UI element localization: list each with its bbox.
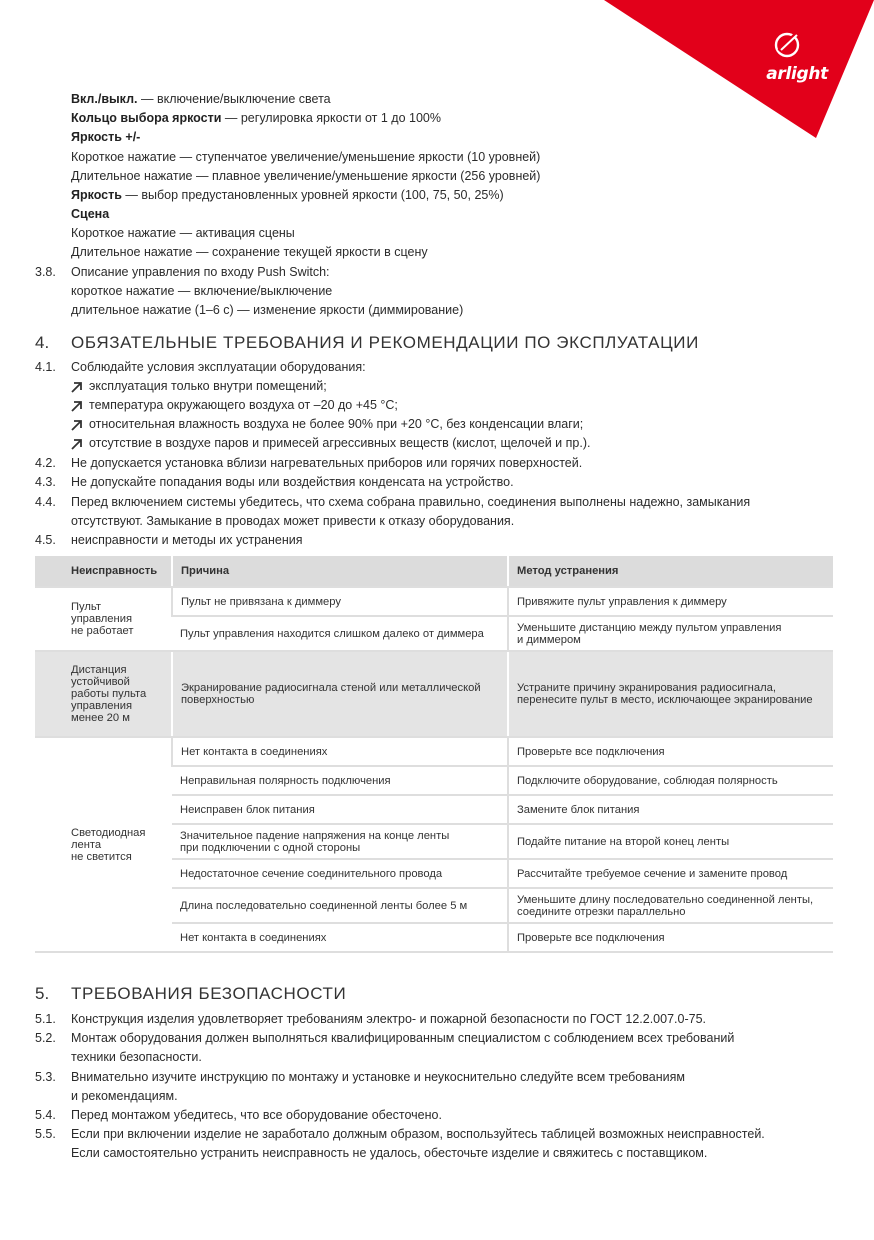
item-text: длительное нажатие (1–6 с) — изменение яркости (диммирование) (71, 303, 464, 317)
bullet-text: температура окружающего воздуха от –20 до +45 °C; (89, 398, 398, 412)
desc-line: Кольцо выбора яркости — регулировка яркости от 1 до 100% (71, 111, 441, 125)
item-text: Конструкция изделия удовлетворяет требованиям электро- и пожарной безопасности по ГОСТ 12.2.007.0-75. (71, 1012, 706, 1026)
item-text: Не допускайте попадания воды или воздействия конденсата на устройство. (71, 475, 514, 489)
fault-cell: Дистанция устойчивой работы пульта управления менее 20 м (35, 651, 172, 737)
arrow-bullet-icon (71, 400, 83, 412)
fix-cell: Привяжите пульт управления к диммеру (508, 587, 833, 616)
desc-line: Длительное нажатие — плавное увеличение/уменьшение яркости (256 уровней) (71, 169, 541, 183)
logo-corner-triangle (604, 0, 874, 140)
item-number: 5.3. (35, 1070, 56, 1084)
item-number: 4.4. (35, 495, 56, 509)
desc-line: Сцена (71, 207, 110, 221)
fix-cell: Уменьшите длину последовательно соединенной ленты, соедините отрезки параллельно (508, 888, 833, 923)
item-text: Описание управления по входу Push Switch: (71, 265, 330, 279)
section-title: ТРЕБОВАНИЯ БЕЗОПАСНОСТИ (71, 984, 347, 1003)
item-text: Монтаж оборудования должен выполняться квалифицированным специалистом с соблюдением всех требований (71, 1031, 735, 1045)
section-title: ОБЯЗАТЕЛЬНЫЕ ТРЕБОВАНИЯ И РЕКОМЕНДАЦИИ ПО ЭКСПЛУАТАЦИИ (71, 333, 699, 352)
item-text: Если самостоятельно устранить неисправность не удалось, обесточьте изделие и свяжитесь с поставщиком. (71, 1146, 708, 1160)
cause-cell: Значительное падение напряжения на конце ленты при подключении с одной стороны (172, 824, 508, 859)
fix-cell: Подайте питание на второй конец ленты (508, 824, 833, 859)
fault-cell: Светодиодная лента не светится (35, 737, 172, 952)
arrow-bullet-icon (71, 419, 83, 431)
fix-cell: Проверьте все подключения (508, 737, 833, 766)
item-text: техники безопасности. (71, 1050, 202, 1064)
item-text: Перед включением системы убедитесь, что схема собрана правильно, соединения выполнены надежно, замыкания (71, 495, 751, 509)
item-text: Не допускается установка вблизи нагревательных приборов или горячих поверхностей. (71, 456, 583, 470)
cause-cell: Длина последовательно соединенной ленты более 5 м (172, 888, 508, 923)
item-number: 5.1. (35, 1012, 56, 1026)
cause-cell: Недостаточное сечение соединительного провода (172, 859, 508, 888)
cause-cell: Неисправен блок питания (172, 795, 508, 824)
item-text: Внимательно изучите инструкцию по монтажу и установке и неукоснительно следуйте всем требованиям (71, 1070, 685, 1084)
item-text: короткое нажатие — включение/выключение (71, 284, 333, 298)
fix-cell: Уменьшите дистанцию между пультом управления и диммером (508, 616, 833, 651)
fix-cell: Подключите оборудование, соблюдая полярность (508, 766, 833, 795)
section-number: 5. (35, 984, 50, 1003)
desc-line: Яркость — выбор предустановленных уровней яркости (100, 75, 50, 25%) (71, 188, 504, 202)
column-header-fix: Метод устранения (508, 556, 833, 587)
desc-line: Короткое нажатие — активация сцены (71, 226, 295, 240)
item-number: 5.4. (35, 1108, 56, 1122)
fix-cell: Рассчитайте требуемое сечение и замените провод (508, 859, 833, 888)
table-row (35, 587, 833, 616)
desc-line: Короткое нажатие — ступенчатое увеличение/уменьшение яркости (10 уровней) (71, 150, 541, 164)
table-header-row (35, 556, 833, 587)
table-row (35, 737, 833, 766)
column-header-fault: Неисправность (35, 556, 172, 587)
item-number: 4.3. (35, 475, 56, 489)
desc-line: Яркость +/- (71, 130, 141, 144)
fix-cell: Устраните причину экранирования радиосигнала, перенесите пульт в место, исключающее экранирование (508, 651, 833, 737)
item-number: 3.8. (35, 265, 56, 279)
column-header-cause: Причина (172, 556, 508, 587)
arlight-logo-icon (770, 28, 804, 62)
desc-line: Длительное нажатие — сохранение текущей яркости в сцену (71, 245, 428, 259)
item-number: 4.1. (35, 360, 56, 374)
desc-line: Вкл./выкл. — включение/выключение света (71, 92, 331, 106)
item-text: отсутствуют. Замыкание в проводах может привести к отказу оборудования. (71, 514, 515, 528)
item-number: 4.5. (35, 533, 56, 547)
bullet-text: относительная влажность воздуха не более 90% при +20 °C, без конденсации влаги; (89, 417, 584, 431)
item-text: Если при включении изделие не заработало должным образом, воспользуйтесь таблицей возможных неисправностей. (71, 1127, 765, 1141)
table-row (35, 651, 833, 737)
fault-cell: Пульт управления не работает (35, 587, 172, 651)
cause-cell: Нет контакта в соединениях (172, 737, 508, 766)
item-text: и рекомендациям. (71, 1089, 178, 1103)
brand-logo-text: arlight (766, 64, 828, 84)
cause-cell: Пульт не привязана к диммеру (172, 587, 508, 616)
item-text: Перед монтажом убедитесь, что все оборудование обесточено. (71, 1108, 442, 1122)
bullet-text: отсутствие в воздухе паров и примесей агрессивных веществ (кислот, щелочей и пр.). (89, 436, 591, 450)
cause-cell: Экранирование радиосигнала стеной или металлической поверхностью (172, 651, 508, 737)
cause-cell: Неправильная полярность подключения (172, 766, 508, 795)
arrow-bullet-icon (71, 381, 83, 393)
cause-cell: Нет контакта в соединениях (172, 923, 508, 952)
fix-cell: Проверьте все подключения (508, 923, 833, 952)
item-text: неисправности и методы их устранения (71, 533, 303, 547)
bullet-text: эксплуатация только внутри помещений; (89, 379, 327, 393)
cause-cell: Пульт управления находится слишком далеко от диммера (172, 616, 508, 651)
section-number: 4. (35, 333, 50, 352)
item-text: Соблюдайте условия эксплуатации оборудования: (71, 360, 366, 374)
item-number: 5.2. (35, 1031, 56, 1045)
arrow-bullet-icon (71, 438, 83, 450)
troubleshooting-table (35, 556, 833, 953)
item-number: 4.2. (35, 456, 56, 470)
fix-cell: Замените блок питания (508, 795, 833, 824)
item-number: 5.5. (35, 1127, 56, 1141)
